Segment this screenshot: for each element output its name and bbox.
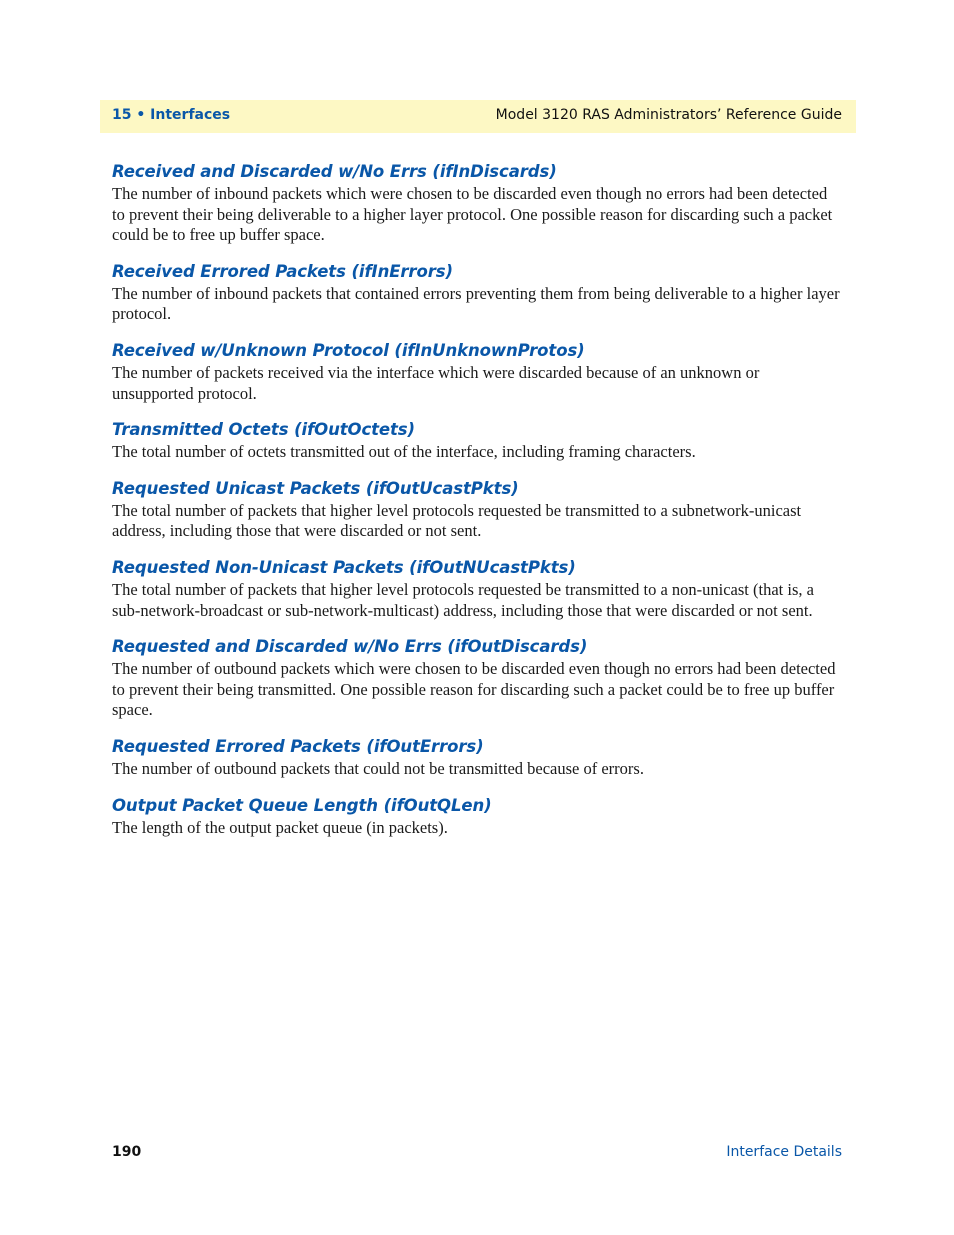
main-content bbox=[112, 160, 842, 852]
section-ifoutnucastpkts bbox=[112, 556, 842, 621]
section-heading: Transmitted Octets (ifOutOctets) bbox=[112, 420, 415, 440]
section-heading: Requested Non-Unicast Packets (ifOutNUcastPkts) bbox=[112, 557, 576, 577]
section-ifoutoctets bbox=[112, 418, 842, 463]
section-ifoutdiscards bbox=[112, 635, 842, 721]
chapter-label: 15 • Interfaces bbox=[112, 107, 231, 123]
section-body: The number of packets received via the interface which were discarded because of an unknown or unsupported protocol. bbox=[112, 362, 760, 403]
section-body: The number of inbound packets that contained errors preventing them from being deliverable to a higher layer protocol. bbox=[112, 283, 840, 324]
section-ifoutqlen bbox=[112, 794, 842, 839]
section-body: The length of the output packet queue (in packets). bbox=[112, 817, 448, 837]
section-ifinunknownprotos bbox=[112, 339, 842, 404]
section-body: The total number of packets that higher level protocols requested be transmitted to a subnetwork-unicast address, including those that were discarded or not sent. bbox=[112, 500, 802, 541]
page-number: 190 bbox=[112, 1144, 142, 1160]
section-body: The total number of packets that higher level protocols requested be transmitted to a non-unicast (that is, a sub-network-broadcast or sub-network-multicast) address, including those that were discarded or not sent. bbox=[112, 579, 814, 620]
section-ifoutucastpkts bbox=[112, 477, 842, 542]
section-body: The number of outbound packets that could not be transmitted because of errors. bbox=[112, 758, 644, 778]
section-heading: Requested Errored Packets (ifOutErrors) bbox=[112, 736, 484, 756]
guide-title: Model 3120 RAS Administrators’ Reference Guide bbox=[495, 107, 842, 123]
section-ifinerrors bbox=[112, 260, 842, 325]
page-header bbox=[100, 100, 856, 133]
section-heading: Received w/Unknown Protocol (ifInUnknownProtos) bbox=[112, 340, 585, 360]
section-heading: Received Errored Packets (ifInErrors) bbox=[112, 261, 453, 281]
section-ifindiscards bbox=[112, 160, 842, 246]
section-body: The number of outbound packets which were chosen to be discarded even though no errors had been detected to prevent their being transmitted. One possible reason for discarding such a packet could be to free up buffer space. bbox=[112, 659, 836, 720]
section-heading: Requested and Discarded w/No Errs (ifOutDiscards) bbox=[112, 637, 588, 657]
footer-section-label: Interface Details bbox=[726, 1144, 842, 1160]
section-heading: Received and Discarded w/No Errs (ifInDiscards) bbox=[112, 162, 557, 181]
section-ifouterrors bbox=[112, 735, 842, 780]
section-heading: Output Packet Queue Length (ifOutQLen) bbox=[112, 795, 492, 815]
section-body: The number of inbound packets which were chosen to be discarded even though no errors had been detected to prevent their being deliverable to a higher layer protocol. One possible reason for discarding such a packet could be to free up buffer space. bbox=[112, 184, 833, 245]
section-body: The total number of octets transmitted out of the interface, including framing characters. bbox=[112, 442, 696, 462]
section-heading: Requested Unicast Packets (ifOutUcastPkts) bbox=[112, 478, 519, 498]
